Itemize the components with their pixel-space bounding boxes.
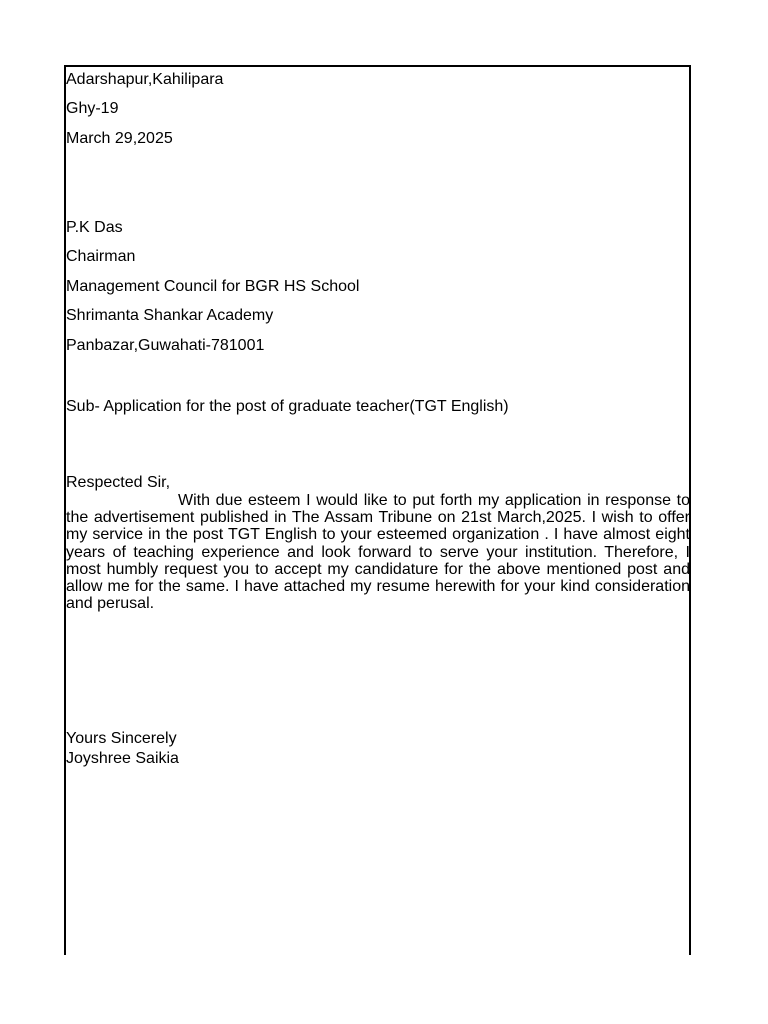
recipient-institution: Shrimanta Shankar Academy	[66, 307, 274, 324]
recipient-organization: Management Council for BGR HS School	[66, 278, 360, 295]
salutation: Respected Sir,	[66, 474, 171, 491]
letter-body-text: With due esteem I would like to put forth my application in response to the advertisement published in The Assam Tribune on 21st March,2025. I wish to offer my service in the post TGT English to your esteemed organization . I have almost eight years of teaching experience and look forward to serve your institution. Therefore, I most humbly request you to accept my candidature for the above mentioned post and allow me for the same. I have attached my resume herewith for your kind consideration and perusal.	[66, 492, 690, 613]
recipient-address: Panbazar,Guwahati-781001	[66, 337, 265, 354]
letter-date: March 29,2025	[66, 130, 173, 147]
signature-name: Joyshree Saikia	[66, 750, 179, 767]
sender-address-line1: Adarshapur,Kahilipara	[66, 71, 224, 88]
subject-line: Sub- Application for the post of graduate teacher(TGT English)	[66, 398, 509, 415]
recipient-name: P.K Das	[66, 219, 123, 236]
closing: Yours Sincerely	[66, 730, 177, 747]
recipient-title: Chairman	[66, 248, 136, 265]
letter-body	[66, 492, 690, 612]
sender-address-line2: Ghy-19	[66, 100, 119, 117]
